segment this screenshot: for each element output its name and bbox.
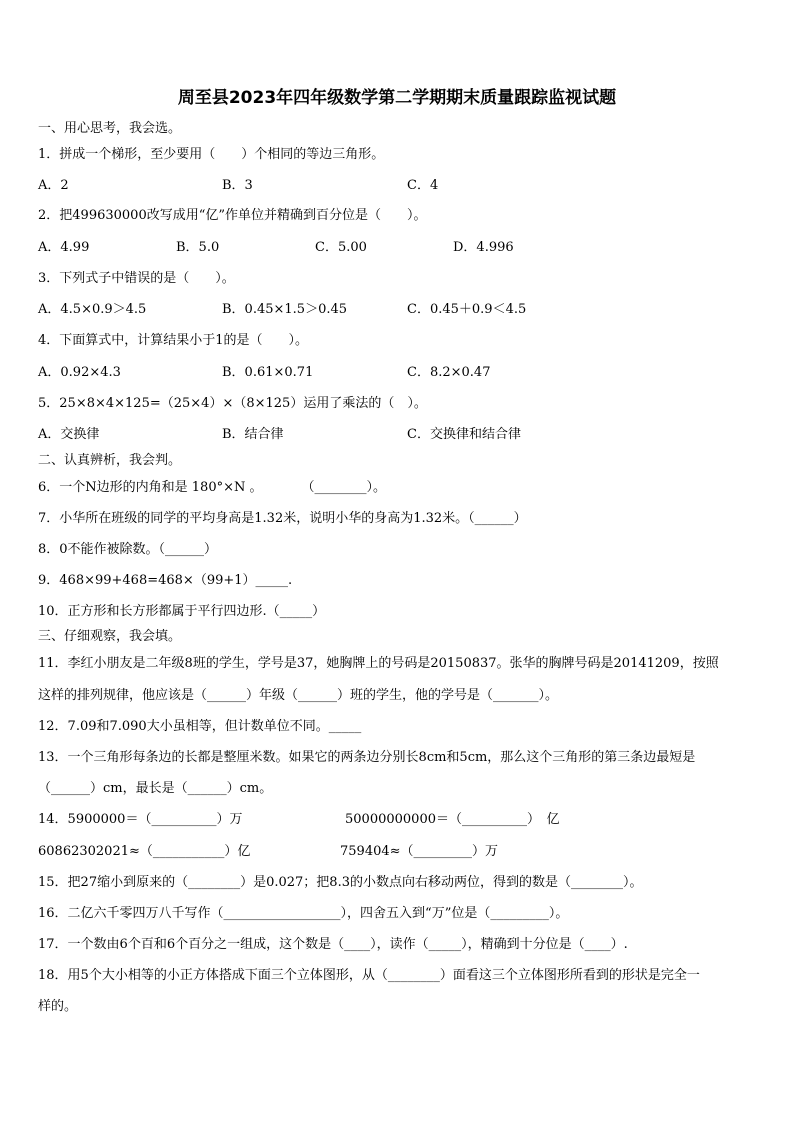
question-5-stem: 5．25×8×4×125=（25×4）×（8×125）运用了乘法的（ ）。 xyxy=(38,396,427,411)
section-heading-2: 二、认真辨析，我会判。 xyxy=(38,453,182,468)
question-3-option-b: B．0.45×1.5＞0.45 xyxy=(222,302,348,317)
question-7: 7．小华所在班级的同学的平均身高是1.32米，说明小华的身高为1.32米。（______） xyxy=(38,511,527,526)
question-1-stem: 1．拼成一个梯形，至少要用（ ）个相同的等边三角形。 xyxy=(38,147,385,162)
question-1-option-c: C．4 xyxy=(407,178,439,193)
question-4-option-c: C．8.2×0.47 xyxy=(407,365,491,380)
question-4-option-b: B．0.61×0.71 xyxy=(222,365,314,380)
question-13-line-2: （______）cm，最长是（______）cm。 xyxy=(38,781,273,796)
question-10: 10．正方形和长方形都属于平行四边形.（_____） xyxy=(38,604,326,619)
question-1-option-b: B．3 xyxy=(222,178,253,193)
question-5-option-b: B．结合律 xyxy=(222,427,284,442)
question-8: 8．0不能作被除数。（______） xyxy=(38,542,218,557)
question-6: 6．一个N边形的内角和是 180°×N 。 （________）。 xyxy=(38,480,386,495)
question-15: 15．把27缩小到原来的（________）是0.027；把8.3的小数点向右移动两位，得到的数是（________）。 xyxy=(38,875,643,890)
question-14-part-b: 50000000000＝（__________） 亿 xyxy=(345,812,560,827)
question-1-option-a: A．2 xyxy=(38,178,69,193)
page-title: 周至县2023年四年级数学第二学期期末质量跟踪监视试题 xyxy=(177,88,617,108)
question-2-option-c: C．5.00 xyxy=(315,240,367,255)
question-2-option-d: D．4.996 xyxy=(453,240,514,255)
question-2-option-b: B．5.0 xyxy=(176,240,220,255)
question-13-line-1: 13．一个三角形每条边的长都是整厘米数。如果它的两条边分别长8cm和5cm，那么这个三角形的第三条边最短是 xyxy=(38,750,696,765)
question-5-option-c: C．交换律和结合律 xyxy=(407,427,521,442)
question-2-stem: 2．把499630000改写成用“亿”作单位并精确到百分位是（ ）。 xyxy=(38,208,427,223)
question-4-stem: 4．下面算式中，计算结果小于1的是（ ）。 xyxy=(38,333,309,348)
question-17: 17．一个数由6个百和6个百分之一组成，这个数是（____），读作（_____），精确到十分位是（____）. xyxy=(38,937,628,952)
question-5-option-a: A．交换律 xyxy=(38,427,100,442)
question-14-part-d: 759404≈（_________）万 xyxy=(340,844,499,859)
question-11-line-1: 11．李红小朋友是二年级8班的学生，学号是37，她胸牌上的号码是20150837。张华的胸牌号码是20141209，按照 xyxy=(38,656,719,671)
question-12: 12．7.09和7.090大小虽相等，但计数单位不同。_____ xyxy=(38,719,362,734)
question-18-line-1: 18．用5个大小相等的小正方体搭成下面三个立体图形，从（________）面看这三个立体图形所看到的形状是完全一 xyxy=(38,968,700,983)
question-4-option-a: A．0.92×4.3 xyxy=(38,365,121,380)
question-2-option-a: A．4.99 xyxy=(38,240,90,255)
question-3-stem: 3．下列式子中错误的是（ ）。 xyxy=(38,271,235,286)
question-14-part-c: 60862302021≈（___________）亿 xyxy=(38,844,251,859)
question-11-line-2: 这样的排列规律，他应该是（______）年级（______）班的学生，他的学号是（_______）。 xyxy=(38,688,559,703)
section-heading-1: 一、用心思考，我会选。 xyxy=(38,121,182,136)
section-heading-3: 三、仔细观察，我会填。 xyxy=(38,629,182,644)
question-18-line-2: 样的。 xyxy=(38,999,78,1014)
question-14-part-a: 14．5900000＝（__________）万 xyxy=(38,812,243,827)
question-3-option-a: A．4.5×0.9＞4.5 xyxy=(38,302,147,317)
question-9: 9．468×99+468=468×（99+1）_____. xyxy=(38,573,293,588)
question-3-option-c: C．0.45＋0.9＜4.5 xyxy=(407,302,527,317)
question-16: 16．二亿六千零四万八千写作（__________________），四舍五入到“万”位是（_________）。 xyxy=(38,906,569,921)
